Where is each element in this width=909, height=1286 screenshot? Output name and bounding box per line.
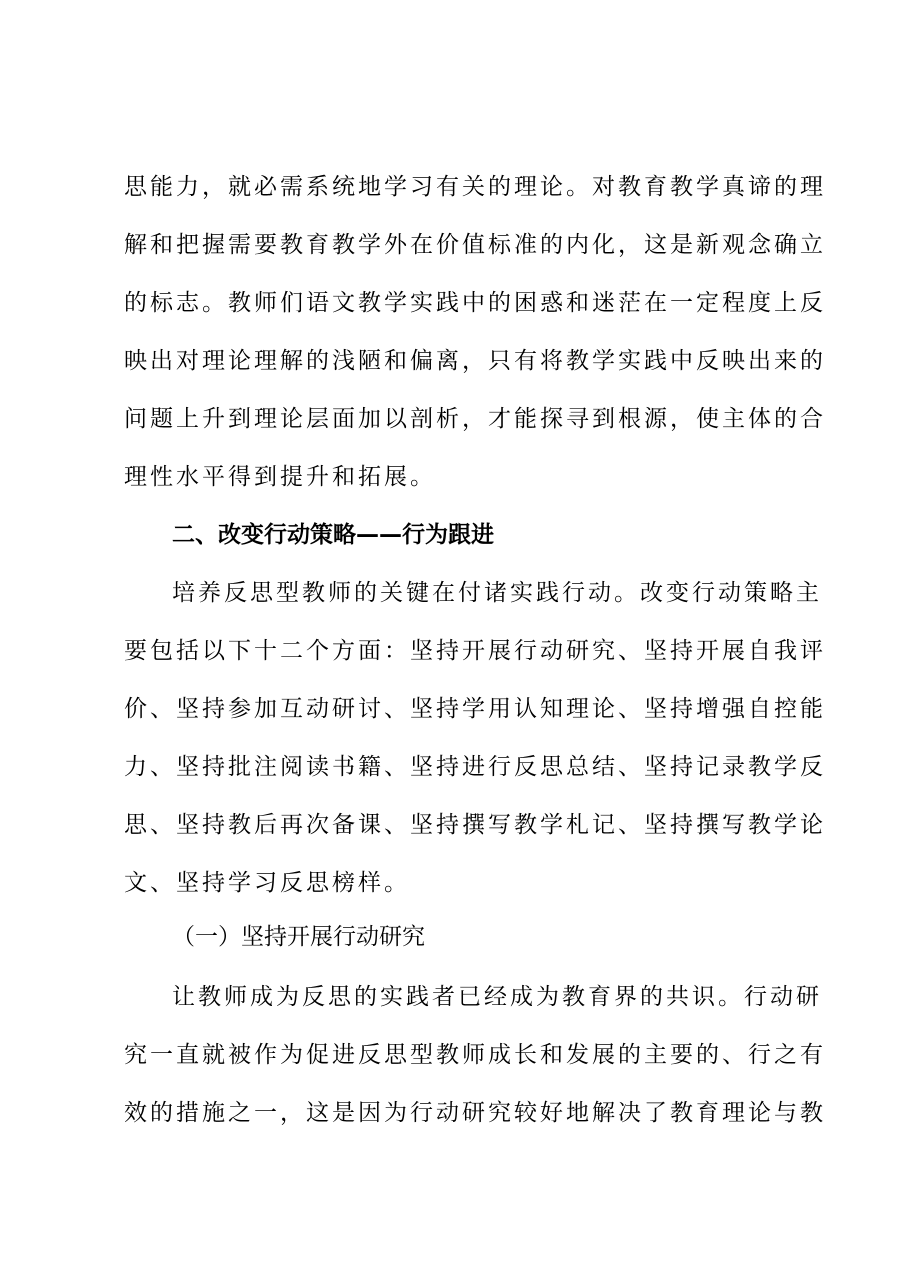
subsection-heading-1: （一）坚持开展行动研究: [172, 924, 425, 950]
paragraph-3-line-1: 让教师成为反思的实践者已经成为教育界的共识。行动研: [172, 984, 822, 1010]
paragraph-2-line-2: 要包括以下十二个方面：坚持开展行动研究、坚持开展自我评: [124, 638, 826, 664]
paragraph-1-line-6: 理性水平得到提升和拓展。: [124, 464, 436, 490]
paragraph-2-line-3: 价、坚持参加互动研讨、坚持学用认知理论、坚持增强自控能: [124, 696, 826, 722]
paragraph-2-line-4: 力、坚持批注阅读书籍、坚持进行反思总结、坚持记录教学反: [124, 754, 826, 780]
paragraph-2-line-5: 思、坚持教后再次备课、坚持撰写教学札记、坚持撰写教学论: [124, 812, 826, 838]
paragraph-1-line-3: 的标志。教师们语文教学实践中的困惑和迷茫在一定程度上反: [124, 290, 826, 316]
section-heading-2: 二、改变行动策略——行为跟进: [172, 522, 494, 548]
paragraph-1-line-2: 解和把握需要教育教学外在价值标准的内化，这是新观念确立: [124, 232, 826, 258]
paragraph-2-line-1: 培养反思型教师的关键在付诸实践行动。改变行动策略主: [172, 580, 822, 606]
paragraph-3-line-3: 效的措施之一，这是因为行动研究较好地解决了教育理论与教: [124, 1100, 826, 1126]
paragraph-1-line-5: 问题上升到理论层面加以剖析，才能探寻到根源，使主体的合: [124, 406, 826, 432]
paragraph-2-line-6: 文、坚持学习反思榜样。: [124, 870, 410, 896]
paragraph-1-line-1: 思能力，就必需系统地学习有关的理论。对教育教学真谛的理: [124, 174, 826, 200]
paragraph-1-line-4: 映出对理论理解的浅陋和偏离，只有将教学实践中反映出来的: [124, 348, 826, 374]
paragraph-3-line-2: 究一直就被作为促进反思型教师成长和发展的主要的、行之有: [124, 1042, 826, 1068]
